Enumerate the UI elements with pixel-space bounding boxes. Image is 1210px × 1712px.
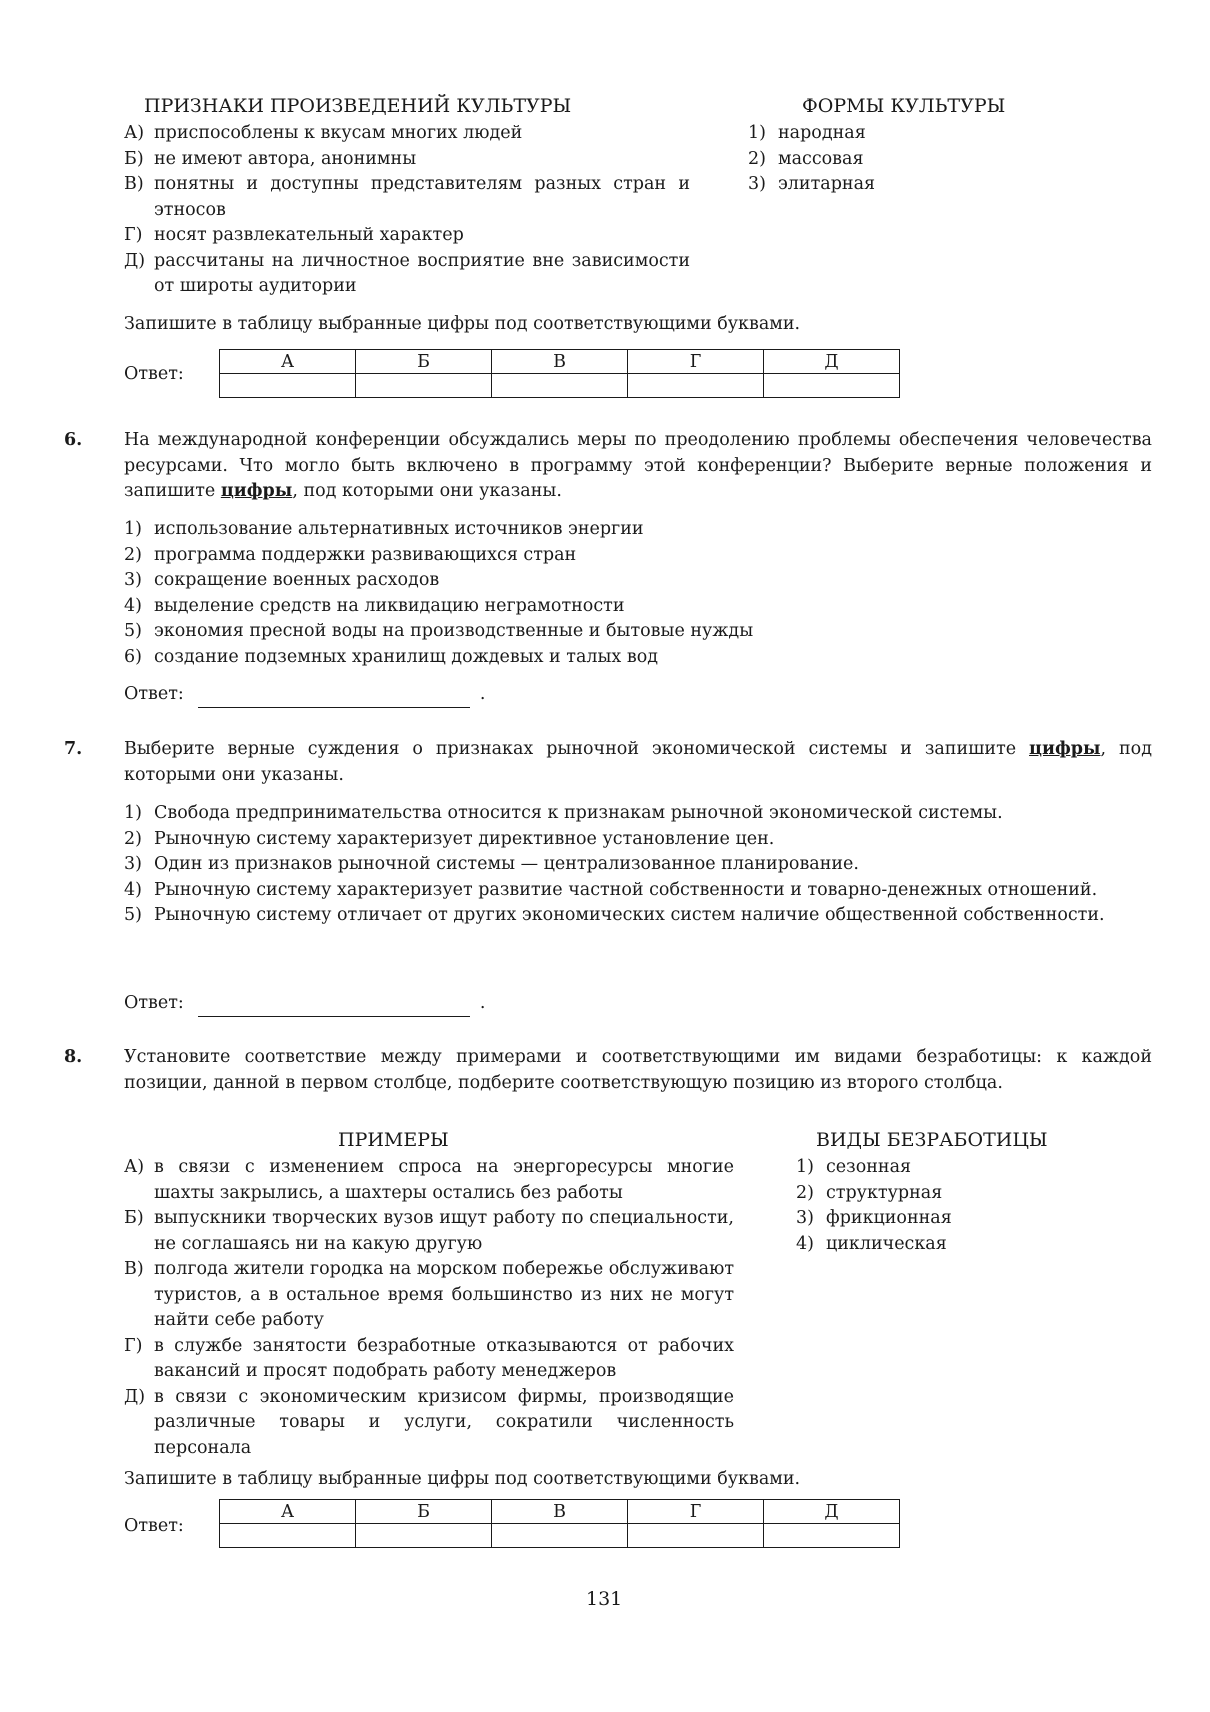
answer-cell[interactable] bbox=[492, 1524, 628, 1548]
list-item: 6) создание подземных хранилищ дождевых и талых вод bbox=[124, 646, 659, 667]
list-item: А) в связи с изменением спроса на энергоресурсы многие шахты закрылись, а шахтеры остались без работы bbox=[124, 1157, 734, 1203]
list-item: 3) элитарная bbox=[748, 174, 876, 194]
table-header-cell: В bbox=[492, 1500, 628, 1524]
answer-label: Ответ: bbox=[124, 1516, 184, 1536]
list-item: Г) носят развлекательный характер bbox=[124, 225, 464, 245]
question-text: На международной конференции обсуждались меры по преодолению проблемы обеспечения человечества ресурсами. Что могло быть включено в программу этой конференции? Выберите верные положения и запишите цифры, под которыми они указаны. bbox=[124, 430, 1152, 501]
question-number: 6. bbox=[64, 430, 83, 450]
list-item: А) приспособлены к вкусам многих людей bbox=[124, 123, 523, 143]
list-item: Д) рассчитаны на личностное восприятие вне зависимости от широты аудитории bbox=[124, 250, 690, 296]
table-header-cell: А bbox=[220, 350, 356, 374]
list-item: 4) выделение средств на ликвидацию неграмотности bbox=[124, 595, 625, 616]
unemployment-types-list bbox=[796, 1155, 1036, 1257]
list-item: 3) Один из признаков рыночной системы — централизованное планирование. bbox=[124, 854, 859, 874]
answer-label: Ответ: bbox=[124, 684, 184, 704]
answer-cell[interactable] bbox=[220, 374, 356, 398]
culture-features-list bbox=[124, 121, 690, 300]
page-number: 131 bbox=[586, 1588, 623, 1610]
culture-forms-header: ФОРМЫ КУЛЬТУРЫ bbox=[802, 95, 1006, 117]
options-list bbox=[124, 517, 1124, 670]
answer-cell[interactable] bbox=[764, 374, 900, 398]
answer-line[interactable] bbox=[198, 686, 470, 708]
table-header-cell: Г bbox=[628, 350, 764, 374]
question-text: Выберите верные суждения о признаках рыночной экономической системы и запишите цифры, под которыми они указаны. bbox=[124, 739, 1152, 785]
answer-cell[interactable] bbox=[220, 1524, 356, 1548]
list-item: Б) не имеют автора, анонимны bbox=[124, 148, 417, 169]
answer-cell[interactable] bbox=[356, 374, 492, 398]
list-item: Г) в службе занятости безработные отказываются от рабочих вакансий и просят подобрать работу менеджеров bbox=[124, 1335, 734, 1381]
table-instruction: Запишите в таблицу выбранные цифры под соответствующими буквами. bbox=[124, 314, 801, 334]
examples-list bbox=[124, 1155, 734, 1461]
answer-row: Ответ: . bbox=[124, 682, 485, 708]
culture-features-header: ПРИЗНАКИ ПРОИЗВЕДЕНИЙ КУЛЬТУРЫ bbox=[144, 95, 572, 117]
list-item: 1) Свобода предпринимательства относится к признакам рыночной экономической системы. bbox=[124, 803, 1003, 823]
answer-cell[interactable] bbox=[628, 1524, 764, 1548]
list-item: 1) сезонная bbox=[796, 1157, 912, 1177]
unemployment-types-header: ВИДЫ БЕЗРАБОТИЦЫ bbox=[816, 1129, 1048, 1151]
answer-table bbox=[219, 1499, 900, 1548]
answer-cell[interactable] bbox=[628, 374, 764, 398]
question-text: Установите соответствие между примерами и соответствующими им видами безработицы: к каждой позиции, данной в первом столбце, подберите соответствующую позицию из второго столбца. bbox=[124, 1047, 1152, 1093]
table-header-cell: В bbox=[492, 350, 628, 374]
list-item: 5) Рыночную систему отличает от других экономических систем наличие общественной собственности. bbox=[124, 905, 1105, 925]
options-list bbox=[124, 801, 1152, 929]
list-item: В) понятны и доступны представителям разных стран и этносов bbox=[124, 174, 690, 220]
table-header-cell: Д bbox=[764, 1500, 900, 1524]
list-item: В) полгода жители городка на морском побережье обслуживают туристов, а в остальное время большинство из них не могут найти себе работу bbox=[124, 1259, 734, 1330]
list-item: 1) использование альтернативных источников энергии bbox=[124, 519, 644, 539]
list-item: 4) циклическая bbox=[796, 1233, 947, 1254]
table-header-cell: Б bbox=[356, 350, 492, 374]
list-item: 2) Рыночную систему характеризует директивное установление цен. bbox=[124, 828, 775, 849]
list-item: Б) выпускники творческих вузов ищут работу по специальности, не соглашаясь ни на какую другую bbox=[124, 1208, 734, 1254]
answer-cell[interactable] bbox=[356, 1524, 492, 1548]
answer-label: Ответ: bbox=[124, 364, 184, 384]
examples-header: ПРИМЕРЫ bbox=[338, 1129, 449, 1151]
answer-cell[interactable] bbox=[764, 1524, 900, 1548]
table-header-cell: Д bbox=[764, 350, 900, 374]
answer-cell[interactable] bbox=[492, 374, 628, 398]
list-item: 2) программа поддержки развивающихся стран bbox=[124, 544, 577, 565]
question-number: 8. bbox=[64, 1047, 83, 1067]
list-item: 3) фрикционная bbox=[796, 1208, 952, 1228]
list-item: 2) структурная bbox=[796, 1182, 943, 1203]
answer-label: Ответ: bbox=[124, 993, 184, 1013]
list-item: 5) экономия пресной воды на производственные и бытовые нужды bbox=[124, 621, 754, 641]
table-header-cell: Б bbox=[356, 1500, 492, 1524]
list-item: 4) Рыночную систему характеризует развитие частной собственности и товарно-денежных отношений. bbox=[124, 879, 1098, 900]
answer-table bbox=[219, 349, 900, 398]
list-item: 2) массовая bbox=[748, 148, 864, 169]
table-header-cell: А bbox=[220, 1500, 356, 1524]
table-instruction: Запишите в таблицу выбранные цифры под соответствующими буквами. bbox=[124, 1469, 801, 1489]
culture-forms-list bbox=[748, 121, 948, 198]
question-number: 7. bbox=[64, 739, 83, 759]
table-header-cell: Г bbox=[628, 1500, 764, 1524]
answer-row: Ответ: . bbox=[124, 991, 485, 1017]
list-item: 1) народная bbox=[748, 123, 866, 143]
list-item: Д) в связи с экономическим кризисом фирмы, производящие различные товары и услуги, сократили численность персонала bbox=[124, 1386, 734, 1458]
list-item: 3) сокращение военных расходов bbox=[124, 570, 440, 590]
answer-line[interactable] bbox=[198, 995, 470, 1017]
